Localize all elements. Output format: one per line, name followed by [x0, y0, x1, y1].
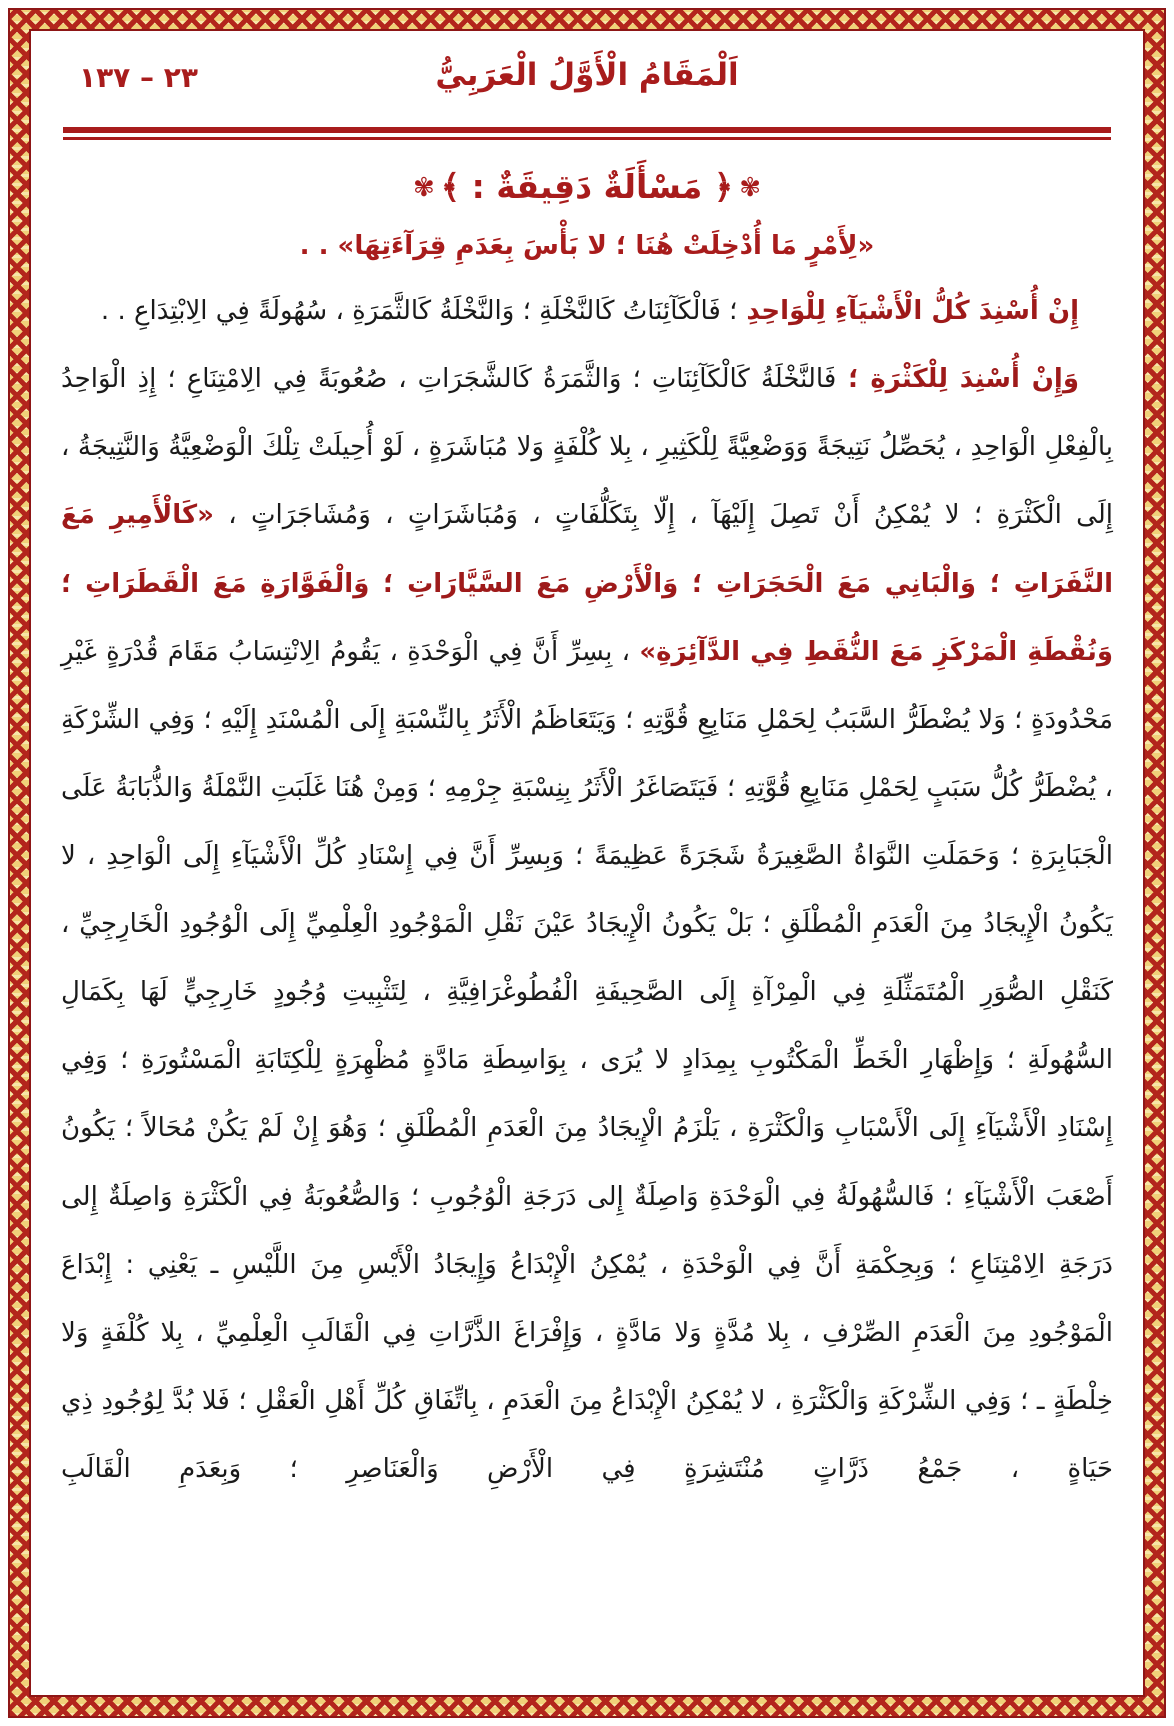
page-number: ٢٣ – ١٣٧ [79, 61, 198, 94]
body-phrase: فَالنَّخْلَةُ كَالْكَآئِنَاتِ ؛ وَالثَّمَرَةُ كَالشَّجَرَاتِ ، صُعُوبَةً فِي الِامْتِنَاعِ ؛ إِذِ الْوَاحِدُ بِالْفِعْلِ الْوَاحِدِ ، يُحَصِّلُ نَتِيجَةً وَوَضْعِيَّةً لِلْكَثِيرِ ، بِلا كُلْفَةٍ وَلا مُبَاشَرَةٍ ، لَوْ أُحِيلَتْ تِلْكَ الْوَضْعِيَّةُ وَالنَّتِيجَةُ ، إِلَى الْكَثْرَةِ ؛ لا يُمْكِنُ أَنْ تَصِلَ إِلَيْهَآ ، إِلّا بِتَكَلُّفَاتٍ ، وَمُبَاشَرَاتٍ ، وَمُشَاجَرَاتٍ ، [61, 364, 1113, 531]
body-phrase: ، بِسِرِّ أَنَّ فِي الْوَحْدَةِ ، يَقُومُ الِانْتِسَابُ مَقَامَ قُدْرَةٍ غَيْرِ مَحْدُودَةٍ ؛ وَلا يُضْطَرُّ السَّبَبُ لِحَمْلِ مَنَابِعِ قُوَّتِهِ ؛ وَيَتَعَاظَمُ الْأَثَرُ بِالنِّسْبَةِ إِلَى الْمُسْنَدِ إِلَيْهِ ؛ وَفِي الشِّرْكَةِ ، يُضْطَرُّ كُلُّ سَبَبٍ لِحَمْلِ مَنَابِعِ قُوَّتِهِ ؛ فَيَتَصَاغَرُ الْأَثَرُ بِنِسْبَةِ جِرْمِهِ ؛ وَمِنْ هُنَا غَلَبَتِ النَّمْلَةُ وَالذُّبَابَةُ عَلَى الْجَبَابِرَةِ ؛ وَحَمَلَتِ النَّوَاةُ الصَّغِيرَةُ شَجَرَةً عَظِيمَةً ؛ وَبِسِرِّ أَنَّ فِي إِسْنَادِ كُلِّ الْأَشْيَآءِ إِلَى الْوَاحِدِ ، لا يَكُونُ الْإِيجَادُ مِنَ الْعَدَمِ الْمُطْلَقِ ؛ بَلْ يَكُونُ الْإِيجَادُ عَيْنَ نَقْلِ الْمَوْجُودِ الْعِلْمِيِّ إِلَى الْوُجُودِ الْخَارِجِيِّ ، كَنَقْلِ الصُّوَرِ الْمُتَمَثِّلَةِ فِي الْمِرْآةِ إِلَى الصَّحِيفَةِ الْفُطُوغْرَافِيَّةِ ، لِتَثْبِيتِ وُجُودٍ خَارِجِيٍّ لَهَا بِكَمَالِ السُّهُولَةِ ؛ وَإِظْهَارِ الْخَطِّ الْمَكْتُوبِ بِمِدَادٍ لا يُرَى ، بِوَاسِطَةِ مَادَّةٍ مُظْهِرَةٍ لِلْكِتَابَةِ الْمَسْتُورَةِ ؛ وَفِي إِسْنَادِ الْأَشْيَآءِ إِلَى الْأَسْبَابِ وَالْكَثْرَةِ ، يَلْزَمُ الْإِيجَادُ مِنَ الْعَدَمِ الْمُطْلَقِ ؛ وَهُوَ إِنْ لَمْ يَكُنْ مُحَالاً ؛ يَكُونُ أَصْعَبَ الْأَشْيَآءِ ؛ فَالسُّهُولَةُ فِي الْوَحْدَةِ وَاصِلَةٌ إِلى دَرَجَةِ الْوُجُوبِ ؛ وَالصُّعُوبَةُ فِي الْكَثْرَةِ وَاصِلَةٌ إِلى دَرَجَةِ الِامْتِنَاعِ ؛ وَبِحِكْمَةِ أَنَّ فِي الْوَحْدَةِ ، يُمْكِنُ الْإِبْدَاعُ وَإِيجَادُ الْأَيْسِ مِنَ اللَّيْسِ ـ يَعْنِي : إِبْدَاعَ الْمَوْجُودِ مِنَ الْعَدَمِ الصِّرْفِ ، بِلا مُدَّةٍ وَلا مَادَّةٍ ، وَإِفْرَاغَ الذَّرَّاتِ فِي الْقَالَبِ الْعِلْمِيِّ ، بِلا كُلْفَةٍ وَلا خِلْطَةٍ ـ ؛ وَفِي الشِّرْكَةِ وَالْكَثْرَةِ ، لا يُمْكِنُ الْإِبْدَاعُ مِنَ الْعَدَمِ ، بِاتِّفَاقِ كُلِّ أَهْلِ الْعَقْلِ ؛ فَلا بُدَّ لِوُجُودِ ذِي حَيَاةٍ ، جَمْعُ ذَرَّاتٍ مُنْتَشِرَةٍ فِي الْأَرْضِ وَالْعَنَاصِرِ ؛ وَبِعَدَمِ الْقَالَبِ [61, 636, 1113, 1484]
section-heading-text: ﴿ مَسْأَلَةٌ دَقِيقَةٌ : ﴾ [440, 167, 734, 206]
floral-ornament-icon: ✾ [739, 173, 761, 203]
paragraph [61, 277, 1113, 345]
paragraph [61, 345, 1113, 1503]
decorative-border-frame [8, 8, 1166, 1718]
section-subtitle: «لِأَمْرٍ مَا أُدْخِلَتْ هُنَا ؛ لا بَأْسَ بِعَدَمِ قِرَآءَتِهَا» . . [299, 230, 875, 261]
highlighted-phrase: إِنْ أُسْنِدَ كُلُّ الْأَشْيَآءِ لِلْوَاحِدِ [737, 296, 1079, 327]
highlighted-phrase: «كَالْأَمِيرِ مَعَ النَّفَرَاتِ ؛ وَالْبَانِي مَعَ الْحَجَرَاتِ ؛ وَالْأَرْضِ مَعَ السَّيَّارَاتِ ؛ وَالْفَوَّارَةِ مَعَ الْقَطَرَاتِ ؛ وَنُقْطَةِ الْمَرْكَزِ مَعَ النُّقَطِ فِي الدَّآئِرَةِ» [61, 500, 1114, 667]
divider-thin-line [63, 137, 1111, 140]
body-text [61, 277, 1113, 1503]
page-content [29, 29, 1145, 1697]
page-title: اَلْمَقَامُ الْأَوَّلُ الْعَرَبِيُّ [435, 57, 739, 93]
divider-thick-line [63, 127, 1111, 133]
header-divider [63, 127, 1111, 140]
floral-ornament-icon: ✾ [412, 173, 435, 203]
highlighted-phrase: وَإِنْ أُسْنِدَ لِلْكَثْرَةِ ؛ [836, 364, 1079, 395]
page-header [61, 49, 1113, 113]
section-heading [61, 162, 1113, 212]
body-phrase: ؛ فَالْكَآئِنَاتُ كَالنَّخْلَةِ ؛ وَالنَّخْلَةُ كَالثَّمَرَةِ ، سُهُولَةً فِي الِابْتِدَاعِ . . [100, 296, 738, 327]
